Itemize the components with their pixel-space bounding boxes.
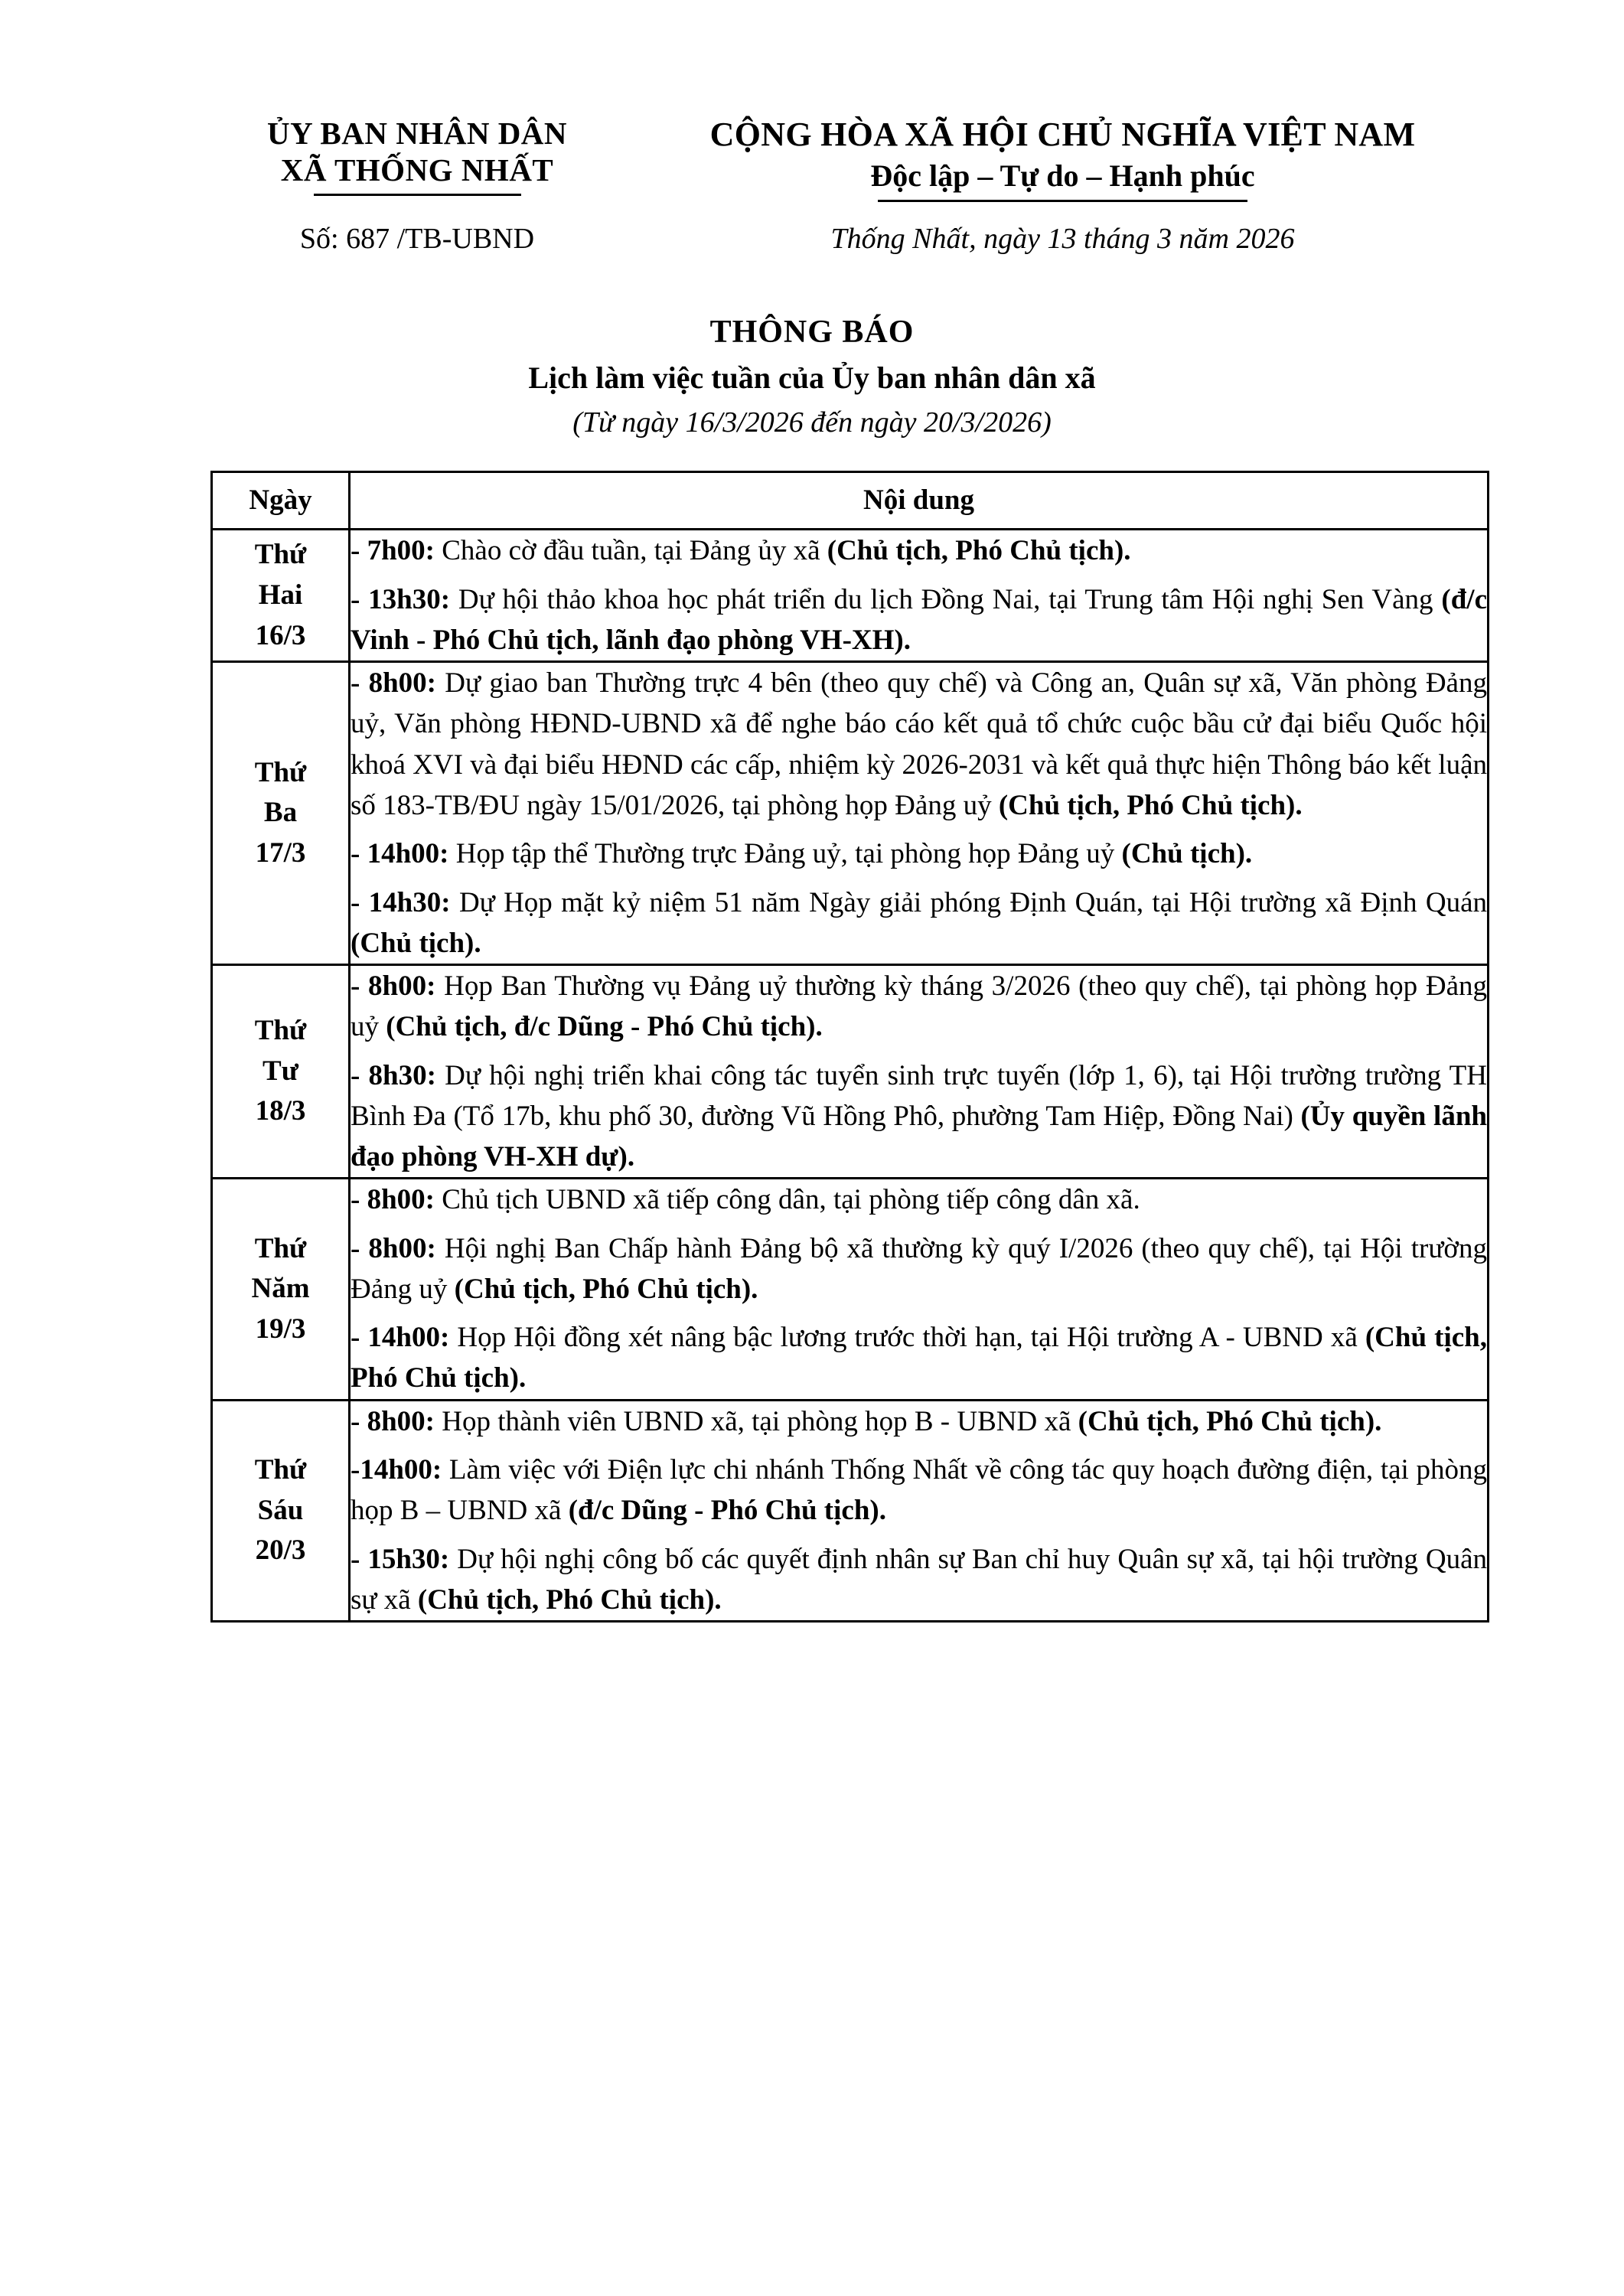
schedule-item-emphasis: (Ủy quyền lãnh đạo phòng VH-XH dự). [351, 1100, 1487, 1173]
schedule-item-emphasis: - 13h30: [351, 583, 451, 615]
schedule-item-text: Dự giao ban Thường trực 4 bên (theo quy chế) và Công an, Quân sự xã, Văn phòng Đảng uỷ, Văn phòng HĐND-UBND xã để nghe báo cáo kết quả tổ chức cuộc bầu cử đại biểu Quốc hội khoá XVI và đại biểu HĐND các cấp, nhiệm kỳ 2026-2031 và kết quả thực hiện Thông báo kết luận số 183-TB/ĐU ngày 15/01/2026, tại phòng họp Đảng uỷ [351, 667, 1487, 821]
schedule-item-emphasis: - 14h00: [351, 1322, 450, 1354]
schedule-item-text: Họp Hội đồng xét nâng bậc lương trước thời hạn, tại Hội trường A - UBND xã [449, 1322, 1365, 1354]
schedule-content-cell [350, 662, 1489, 965]
day-label-cell [212, 1400, 350, 1621]
day-label-line: Ba [263, 797, 298, 829]
schedule-item-emphasis: - 8h00: [351, 1232, 436, 1264]
schedule-item-emphasis: (Chủ tịch, Phó Chủ tịch). [827, 535, 1131, 567]
schedule-item-emphasis: - 8h00: [351, 1184, 435, 1216]
issuing-authority-block [210, 115, 624, 189]
schedule-item-text: Họp Ban Thường vụ Đảng uỷ thường kỳ tháng 3/2026 (theo quy chế), tại phòng họp Đảng uỷ [351, 970, 1487, 1043]
schedule-content-cell [350, 530, 1489, 662]
document-header [0, 0, 1624, 194]
day-label-line: Sáu [257, 1494, 304, 1526]
schedule-item-text: Làm việc với Điện lực chi nhánh Thống Nhất về công tác quy hoạch đường điện, tại phòng họp B – UBND xã [351, 1453, 1487, 1527]
schedule-content-cell [350, 1400, 1489, 1621]
schedule-item-text: Chào cờ đầu tuần, tại Đảng ủy xã [434, 535, 827, 567]
table-row [212, 1400, 1489, 1621]
schedule-item-text: Họp thành viên UBND xã, tại phòng họp B - UBND xã [434, 1405, 1078, 1437]
document-number: Số: 687 /TB-UBND [299, 222, 535, 255]
day-label-line: Tư [263, 1055, 298, 1087]
schedule-item-emphasis: (Chủ tịch). [351, 927, 481, 959]
place-and-date: Thống Nhất, ngày 13 tháng 3 năm 2026 [830, 222, 1295, 255]
day-label-cell [212, 530, 350, 662]
schedule-item [351, 1539, 1487, 1621]
schedule-item-emphasis: (Chủ tịch, đ/c Dũng - Phó Chủ tịch). [386, 1011, 823, 1043]
schedule-item [351, 882, 1487, 964]
day-label-line: 20/3 [255, 1534, 306, 1567]
schedule-item [351, 966, 1487, 1048]
schedule-item-text: Dự hội thảo khoa học phát triển du lịch Đồng Nai, tại Trung tâm Hội nghị Sen Vàng [450, 583, 1442, 615]
table-row [212, 530, 1489, 662]
schedule-item [351, 579, 1487, 661]
schedule-table-wrapper [0, 471, 1624, 1623]
day-label-line: 19/3 [255, 1313, 306, 1345]
national-heading-block [624, 115, 1502, 194]
schedule-item [351, 1317, 1487, 1399]
table-row [212, 965, 1489, 1179]
day-label-line: Thứ [254, 1454, 307, 1486]
schedule-item-emphasis: (đ/c Vinh - Phó Chủ tịch, lãnh đạo phòng VH-XH). [351, 583, 1487, 656]
schedule-item [351, 1401, 1487, 1442]
table-row [212, 662, 1489, 965]
day-label-cell [212, 662, 350, 965]
schedule-item-emphasis: - 8h00: [351, 667, 436, 700]
issuing-authority-line2: XÃ THỐNG NHẤT [280, 152, 554, 188]
day-label-line: 17/3 [255, 837, 306, 869]
schedule-content-cell [350, 965, 1489, 1179]
day-label-line: Năm [251, 1273, 310, 1305]
schedule-item-emphasis: - 15h30: [351, 1543, 450, 1575]
title-block [0, 312, 1624, 442]
schedule-item-text: Hội nghị Ban Chấp hành Đảng bộ xã thường kỳ quý I/2026 (theo quy chế), tại Hội trường Đảng uỷ [351, 1232, 1487, 1305]
schedule-item-emphasis: (Chủ tịch). [1121, 838, 1253, 870]
schedule-item-emphasis: - 14h00: [351, 838, 449, 870]
schedule-item-text: Dự hội nghị công bố các quyết định nhân sự Ban chỉ huy Quân sự xã, tại hội trường Quân sự xã [351, 1543, 1487, 1616]
day-label-line: Thứ [254, 539, 307, 571]
page-title: THÔNG BÁO [709, 314, 915, 350]
schedule-item-text: Chủ tịch UBND xã tiếp công dân, tại phòng tiếp công dân xã. [434, 1184, 1140, 1216]
schedule-item [351, 530, 1487, 571]
page-subtitle: Lịch làm việc tuần của Ủy ban nhân dân xã [528, 360, 1096, 395]
day-label-line: Thứ [254, 1015, 307, 1047]
day-label-line: Thứ [254, 1232, 307, 1264]
schedule-item [351, 663, 1487, 826]
schedule-item [351, 1228, 1487, 1310]
day-label-line: 18/3 [255, 1095, 306, 1127]
schedule-item-text: Dự hội nghị triển khai công tác tuyển sinh trực tuyến (lớp 1, 6), tại Hội trường trường TH Bình Đa (Tổ 17b, khu phố 30, đường Vũ Hồng Phô, phường Tam Hiệp, Đồng Nai) [351, 1059, 1487, 1132]
issuing-authority-line1: ỦY BAN NHÂN DÂN [266, 116, 568, 151]
schedule-item [351, 1055, 1487, 1178]
document-subheader [0, 222, 1624, 257]
day-label-line: Hai [258, 579, 303, 612]
schedule-content-cell [350, 1179, 1489, 1400]
schedule-item-emphasis: - 7h00: [351, 535, 435, 567]
schedule-item-text: Dự Họp mặt kỷ niệm 51 năm Ngày giải phóng Định Quán, tại Hội trường xã Định Quán [450, 886, 1487, 918]
schedule-item-emphasis: (Chủ tịch, Phó Chủ tịch). [454, 1273, 758, 1305]
day-label-line: 16/3 [255, 619, 306, 651]
table-header-row [212, 472, 1489, 530]
national-name: CỘNG HÒA XÃ HỘI CHỦ NGHĨA VIỆT NAM [709, 116, 1416, 153]
table-body [212, 530, 1489, 1622]
column-header-content: Nội dung [350, 472, 1489, 530]
national-motto: Độc lập – Tự do – Hạnh phúc [870, 158, 1255, 193]
schedule-item [351, 1179, 1487, 1220]
schedule-item [351, 1450, 1487, 1531]
schedule-item-emphasis: (Chủ tịch, Phó Chủ tịch). [417, 1583, 722, 1616]
schedule-item-emphasis: - 8h00: [351, 970, 436, 1003]
column-header-day: Ngày [212, 472, 350, 530]
schedule-item-emphasis: (đ/c Dũng - Phó Chủ tịch). [568, 1495, 886, 1527]
schedule-item-emphasis: (Chủ tịch, Phó Chủ tịch). [351, 1322, 1487, 1394]
table-head [212, 472, 1489, 530]
date-range: (Từ ngày 16/3/2026 đến ngày 20/3/2026) [572, 406, 1052, 439]
table-row [212, 1179, 1489, 1400]
day-label-line: Thứ [254, 756, 307, 788]
schedule-item-emphasis: (Chủ tịch, Phó Chủ tịch). [1078, 1405, 1382, 1437]
schedule-item-emphasis: - 8h30: [351, 1059, 436, 1091]
schedule-item-emphasis: - 14h30: [351, 886, 451, 918]
schedule-item-emphasis: -14h00: [351, 1453, 442, 1486]
schedule-item-emphasis: (Chủ tịch, Phó Chủ tịch). [998, 789, 1303, 821]
schedule-item [351, 833, 1487, 874]
day-label-cell [212, 1179, 350, 1400]
day-label-cell [212, 965, 350, 1179]
weekly-schedule-table [210, 471, 1489, 1623]
schedule-item-emphasis: - 8h00: [351, 1405, 435, 1437]
schedule-item-text: Họp tập thể Thường trực Đảng uỷ, tại phòng họp Đảng uỷ [448, 838, 1122, 870]
